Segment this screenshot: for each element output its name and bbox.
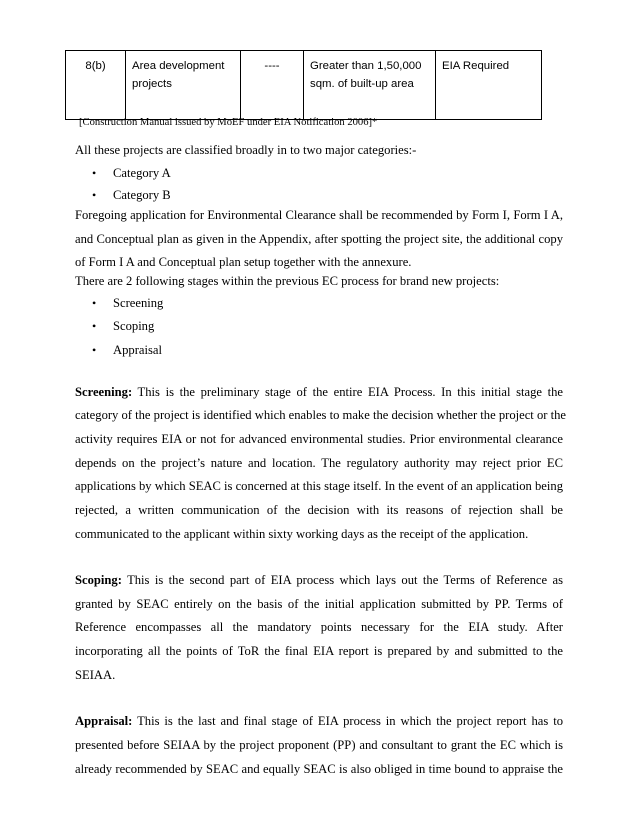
appraisal-line-1 (75, 714, 563, 729)
table-cell-project: Area development projects (126, 51, 241, 120)
bullet-icon: • (92, 319, 97, 333)
appraisal-heading: Appraisal: (75, 714, 133, 728)
stages-intro: There are 2 following stages within the previous EC process for brand new projects: (75, 274, 500, 288)
stage-item: Appraisal (113, 343, 162, 357)
category-item: Category B (113, 188, 171, 202)
foregoing-line-2: and Conceptual plan as given in the Appendix, after spotting the project site, the additional copy (75, 232, 563, 246)
categories-intro: All these projects are classified broadly in to two major categories:- (75, 143, 417, 157)
bullet-icon: • (92, 296, 97, 310)
screening-line-3: activity requires EIA or not for advanced environmental studies. Prior environmental clearance (75, 432, 563, 446)
screening-line-1 (75, 385, 563, 400)
appraisal-text: This is the last and final stage of EIA process in which the project report has to (132, 714, 563, 728)
screening-line-7: communicated to the applicant within sixty working days as the receipt of the application. (75, 527, 529, 541)
scoping-line-4: incorporating all the points of ToR the final EIA report is prepared by and submitted to the (75, 644, 563, 658)
screening-line-2: category of the project is identified which enables to make the decision whether the project or the (75, 408, 566, 422)
bullet-icon: • (92, 166, 97, 180)
foregoing-line-3: of Form I A and Conceptual plan setup together with the annexure. (75, 255, 412, 269)
scoping-line-1 (75, 573, 563, 588)
foregoing-line-1: Foregoing application for Environmental Clearance shall be recommended by Form I, Form I A, (75, 208, 563, 222)
bullet-icon: • (92, 343, 97, 357)
screening-line-6: rejected, a written communication of the decision with its reasons of rejection shall be (75, 503, 563, 517)
scoping-line-5: SEIAA. (75, 668, 116, 682)
scoping-line-3: Reference encompasses all the mandatory points necessary for the EIA study. After (75, 620, 563, 634)
stage-item: Scoping (113, 319, 155, 333)
scoping-text: This is the second part of EIA process which lays out the Terms of Reference as (121, 573, 563, 587)
appraisal-line-2: presented before SEIAA by the project proponent (PP) and consultant to grant the EC which is (75, 738, 563, 752)
table-cell-category-b: Greater than 1,50,000 sqm. of built-up area (304, 51, 436, 120)
screening-line-5: applications by which SEAC is concerned at this stage itself. In the event of an application being (75, 479, 563, 493)
appraisal-line-3: already recommended by SEAC and equally SEAC is also obliged in time bound to appraise the (75, 762, 563, 776)
scoping-heading: Scoping: (75, 573, 122, 587)
table-cell-category-a: ---- (241, 51, 304, 120)
table-cell-item-no: 8(b) (66, 51, 126, 120)
ec-category-table (65, 50, 542, 120)
scoping-line-2: granted by SEAC entirely on the basis of the initial application submitted by PP. Terms of (75, 597, 563, 611)
bullet-icon: • (92, 188, 97, 202)
table-row (66, 51, 542, 120)
screening-heading: Screening: (75, 385, 133, 399)
screening-line-4: depends on the project’s nature and location. The regulatory authority may reject prior EC (75, 456, 563, 470)
screening-text: This is the preliminary stage of the entire EIA Process. In this initial stage the (132, 385, 563, 399)
category-item: Category A (113, 166, 171, 180)
table-cell-condition: EIA Required (436, 51, 542, 120)
table-caption: [Construction Manual issued by MoEF under EIA Notification 2006]* (79, 117, 378, 128)
stage-item: Screening (113, 296, 164, 310)
